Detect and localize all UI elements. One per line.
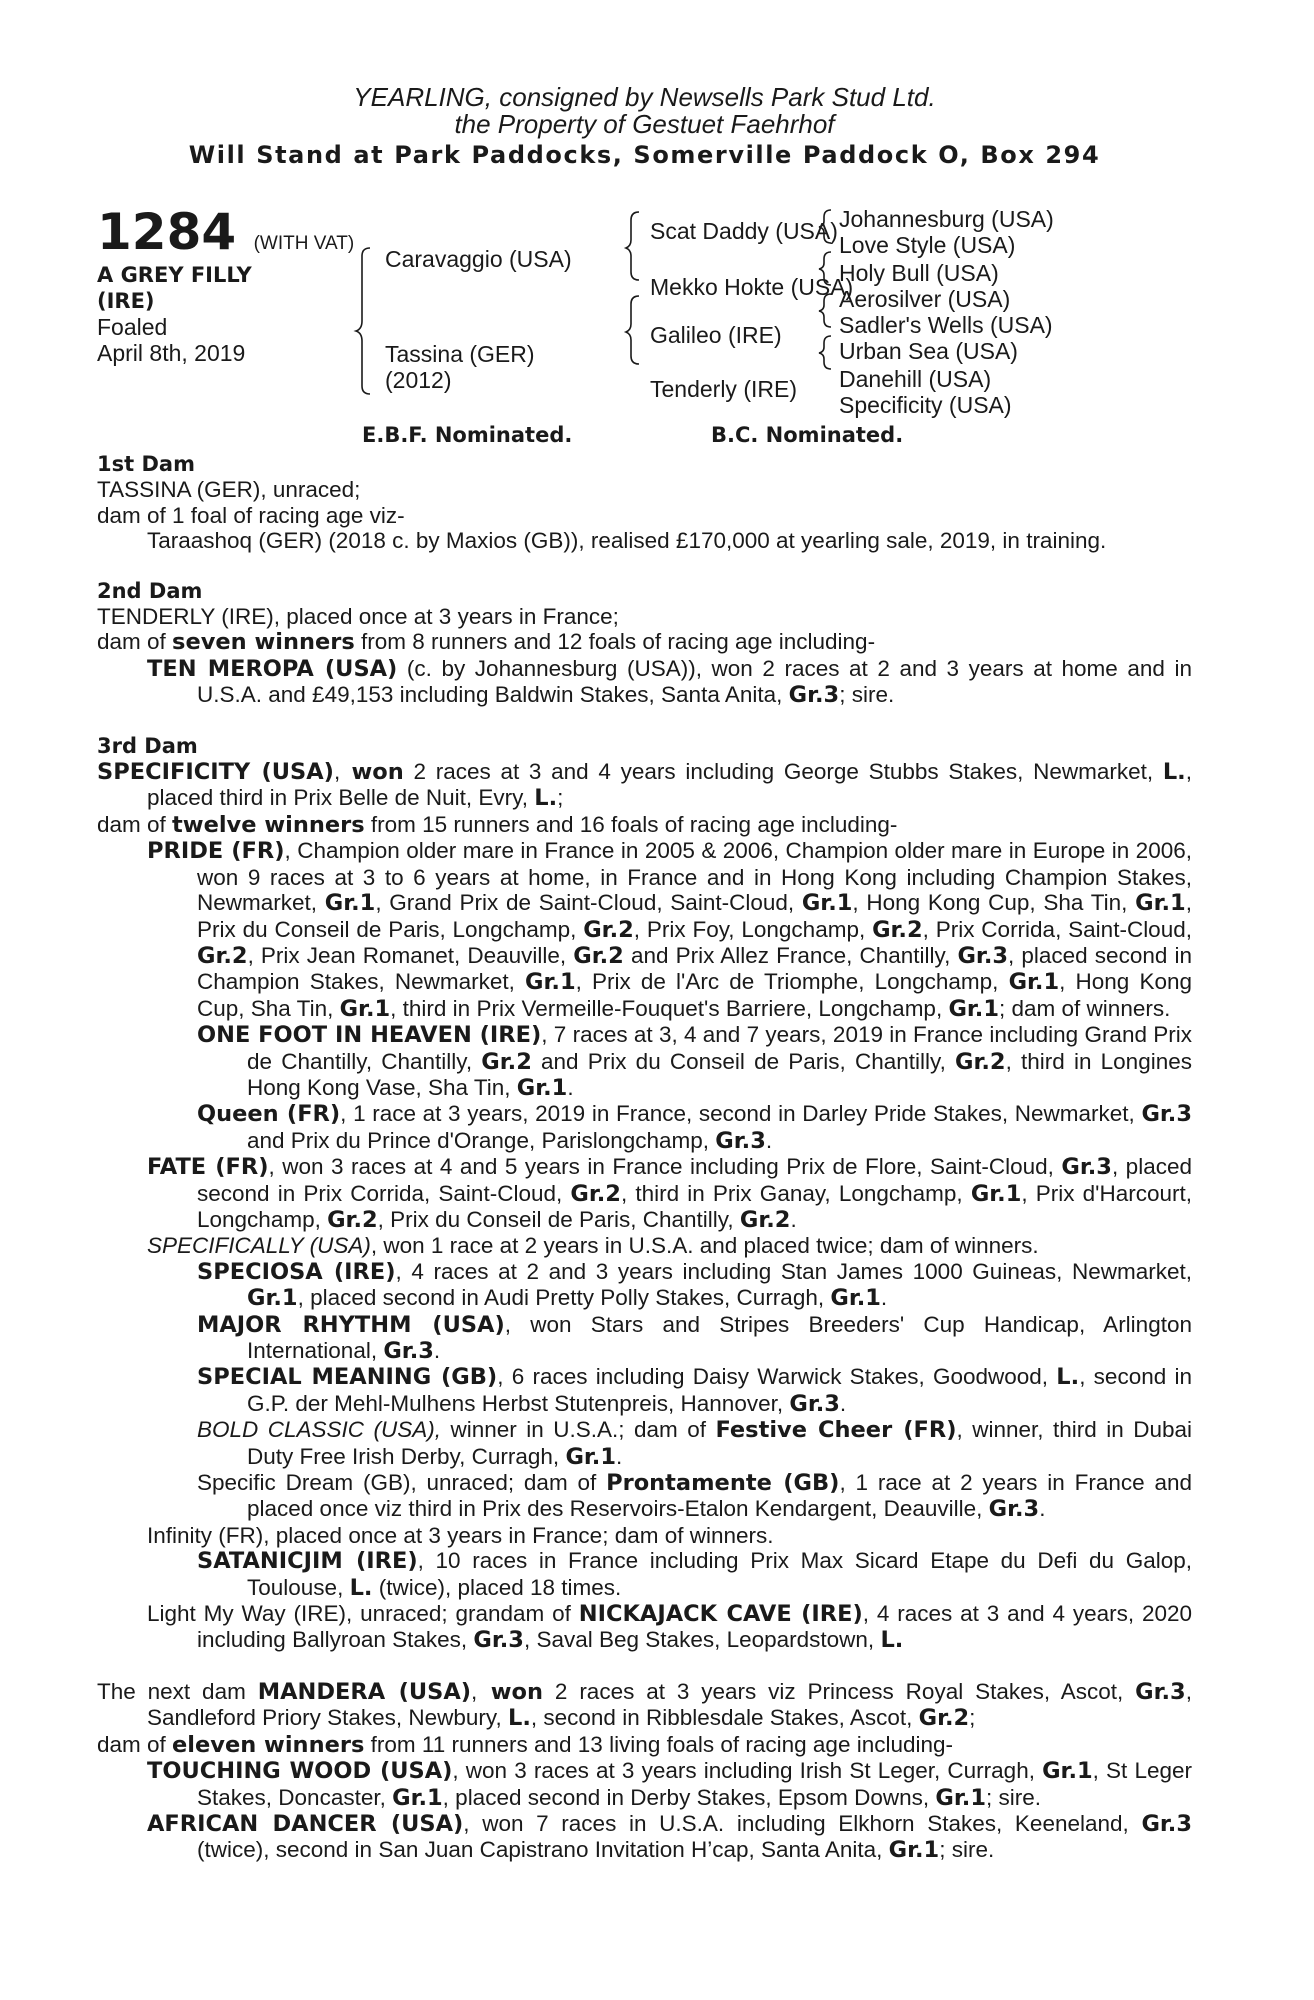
first-dam-line1: TASSINA (GER), unraced;: [97, 477, 361, 503]
second-dam-produce: TEN MEROPA (USA) (c. by Johannesburg (USA)), won 2 races at 2 and 3 years at home and in U.S.A. and £49,153 including Baldwin Stakes, Santa Anita, Gr.3; sire.: [147, 655, 1192, 709]
produce-light-my-way: Light My Way (IRE), unraced; grandam of NICKAJACK CAVE (IRE), 4 races at 3 and 4 years, 2020 including Ballyroan Stakes, Gr.3, Saval Beg Stakes, Leopardstown, L.: [147, 1601, 1193, 1654]
gen3-2: Love Style (USA): [839, 232, 1016, 258]
gen3-5: Sadler's Wells (USA): [839, 312, 1053, 338]
foaled-date: April 8th, 2019: [97, 340, 246, 366]
produce-record: [97, 452, 1192, 1864]
produce-satanicjim: SATANICJIM (IRE), 10 races in France including Prix Max Sicard Etape du Defi du Galop, Toulouse, L. (twice), placed 18 times.: [197, 1548, 1192, 1601]
produce-special-meaning: SPECIAL MEANING (GB), 6 races including Daisy Warwick Stakes, Goodwood, L., second in G.P. der Mehl-Mulhens Herbst Stutenpreis, Hannover, Gr.3.: [197, 1364, 1192, 1417]
lot-country: (IRE): [97, 289, 155, 313]
third-dam-line1: SPECIFICITY (USA), won 2 races at 3 and 4 years including George Stubbs Stakes, Newmarket, L., placed third in Prix Belle de Nuit, Evry, L.;: [97, 759, 1192, 812]
catalogue-header: [97, 84, 1192, 169]
second-dam-line1: TENDERLY (IRE), placed once at 3 years in France;: [97, 604, 619, 630]
vat-note: (WITH VAT): [253, 233, 355, 254]
second-dam-line2: dam of seven winners from 8 runners and 12 foals of racing age including-: [97, 629, 876, 656]
produce-touching-wood: TOUCHING WOOD (USA), won 3 races at 3 years including Irish St Leger, Curragh, Gr.1, St Leger Stakes, Doncaster, Gr.1, placed second in Derby Stakes, Epsom Downs, Gr.1; sire.: [147, 1758, 1192, 1811]
produce-specific-dream: Specific Dream (GB), unraced; dam of Prontamente (GB), 1 race at 2 years in France and placed once viz third in Prix des Reservoirs-Etalon Kendargent, Deauville, Gr.3.: [197, 1470, 1192, 1523]
produce-major-rhythm: MAJOR RHYTHM (USA), won Stars and Stripes Breeders' Cup Handicap, Arlington International, Gr.3.: [197, 1311, 1192, 1364]
foaled-label: Foaled: [97, 314, 168, 340]
first-dam-produce: Taraashoq (GER) (2018 c. by Maxios (GB)), realised £170,000 at yearling sale, 2019, in training.: [147, 528, 1107, 554]
next-dam-line1: The next dam MANDERA (USA), won 2 races at 3 years viz Princess Royal Stakes, Ascot, Gr.3, Sandleford Priory Stakes, Newbury, L., second in Ribblesdale Stakes, Ascot, Gr.2;: [97, 1678, 1192, 1732]
dam-year: (2012): [385, 367, 452, 393]
produce-queen: Queen (FR), 1 race at 3 years, 2019 in France, second in Darley Pride Stakes, Newmarket, Gr.3 and Prix du Prince d'Orange, Parislongchamp, Gr.3.: [197, 1101, 1192, 1154]
second-dam-heading: 2nd Dam: [97, 578, 203, 603]
property-line: the Property of Gestuet Faehrhof: [454, 109, 835, 139]
gen3-3: Holy Bull (USA): [839, 260, 999, 286]
sire-of-dam: Galileo (IRE): [650, 322, 782, 348]
third-dam-heading: 3rd Dam: [97, 733, 198, 758]
gen3-1: Johannesburg (USA): [839, 206, 1054, 232]
produce-infinity: Infinity (FR), placed once at 3 years in France; dam of winners.: [147, 1522, 774, 1548]
lot-description: A GREY FILLY: [97, 263, 252, 287]
produce-speciosa: SPECIOSA (IRE), 4 races at 2 and 3 years including Stan James 1000 Guineas, Newmarket, Gr.1, placed second in Audi Pretty Polly Stakes, Curragh, Gr.1.: [197, 1258, 1192, 1312]
gen3-7: Danehill (USA): [839, 366, 992, 392]
gen3-8: Specificity (USA): [839, 392, 1012, 418]
consignor-line: YEARLING, consigned by Newsells Park Stud Ltd.: [353, 82, 936, 112]
lot-number-row: [97, 203, 355, 270]
produce-bold-classic: BOLD CLASSIC (USA), winner in U.S.A.; dam of Festive Cheer (FR), winner, third in Dubai Duty Free Irish Derby, Curragh, Gr.1.: [197, 1417, 1192, 1470]
ebf-nominated: E.B.F. Nominated.: [362, 423, 573, 447]
produce-african-dancer: AFRICAN DANCER (USA), won 7 races in U.S.A. including Elkhorn Stakes, Keeneland, Gr.3 (twice), second in San Juan Capistrano Invitation H’cap, Santa Anita, Gr.1; sire.: [147, 1810, 1192, 1864]
location-line: Will Stand at Park Paddocks, Somerville Paddock O, Box 294: [188, 141, 1101, 169]
sire-of-sire: Scat Daddy (USA): [650, 218, 838, 244]
dam: Tassina (GER): [385, 341, 535, 367]
produce-one-foot-in-heaven: ONE FOOT IN HEAVEN (IRE), 7 races at 3, 4 and 7 years, 2019 in France including Grand Prix de Chantilly, Chantilly, Gr.2 and Prix du Conseil de Paris, Chantilly, Gr.2, third in Longines Hong Kong Vase, Sha Tin, Gr.1.: [197, 1022, 1193, 1101]
gen3-6: Urban Sea (USA): [839, 338, 1018, 364]
first-dam-line2: dam of 1 foal of racing age viz-: [97, 502, 405, 528]
lot-number: 1284: [97, 203, 237, 261]
third-dam-line2: dam of twelve winners from 15 runners and 16 foals of racing age including-: [97, 811, 898, 838]
dam-of-dam: Tenderly (IRE): [650, 376, 797, 402]
sire: Caravaggio (USA): [385, 246, 572, 272]
gen3-4: Aerosilver (USA): [839, 286, 1011, 312]
bc-nominated: B.C. Nominated.: [711, 423, 904, 447]
dam-of-sire: Mekko Hokte (USA): [650, 274, 854, 300]
produce-fate: FATE (FR), won 3 races at 4 and 5 years in France including Prix de Flore, Saint-Cloud, Gr.3, placed second in Prix Corrida, Saint-Cloud, Gr.2, third in Prix Ganay, Longchamp, Gr.1, Prix d'Harcourt, Longchamp, Gr.2, Prix du Conseil de Paris, Chantilly, Gr.2.: [147, 1154, 1192, 1233]
pedigree-table: [97, 203, 1192, 447]
produce-pride: PRIDE (FR), Champion older mare in France in 2005 & 2006, Champion older mare in Europe in 2006, won 9 races at 3 to 6 years at home, in France and in Hong Kong including Champion Stakes, Newmarket, Gr.1, Grand Prix de Saint-Cloud, Saint-Cloud, Gr.1, Hong Kong Cup, Sha Tin, Gr.1, Prix du Conseil de Paris, Longchamp, Gr.2, Prix Foy, Longchamp, Gr.2, Prix Corrida, Saint-Cloud, Gr.2, Prix Jean Romanet, Deauville, Gr.2 and Prix Allez France, Chantilly, Gr.3, placed second in Champion Stakes, Newmarket, Gr.1, Prix de l'Arc de Triomphe, Longchamp, Gr.1, Hong Kong Cup, Sha Tin, Gr.1, third in Prix Vermeille-Fouquet's Barriere, Longchamp, Gr.1; dam of winners.: [147, 838, 1192, 1022]
first-dam-heading: 1st Dam: [97, 452, 195, 476]
produce-specifically: SPECIFICALLY (USA), won 1 race at 2 years in U.S.A. and placed twice; dam of winners.: [147, 1233, 1039, 1259]
next-dam-line2: dam of eleven winners from 11 runners and 13 living foals of racing age including-: [97, 1731, 954, 1758]
